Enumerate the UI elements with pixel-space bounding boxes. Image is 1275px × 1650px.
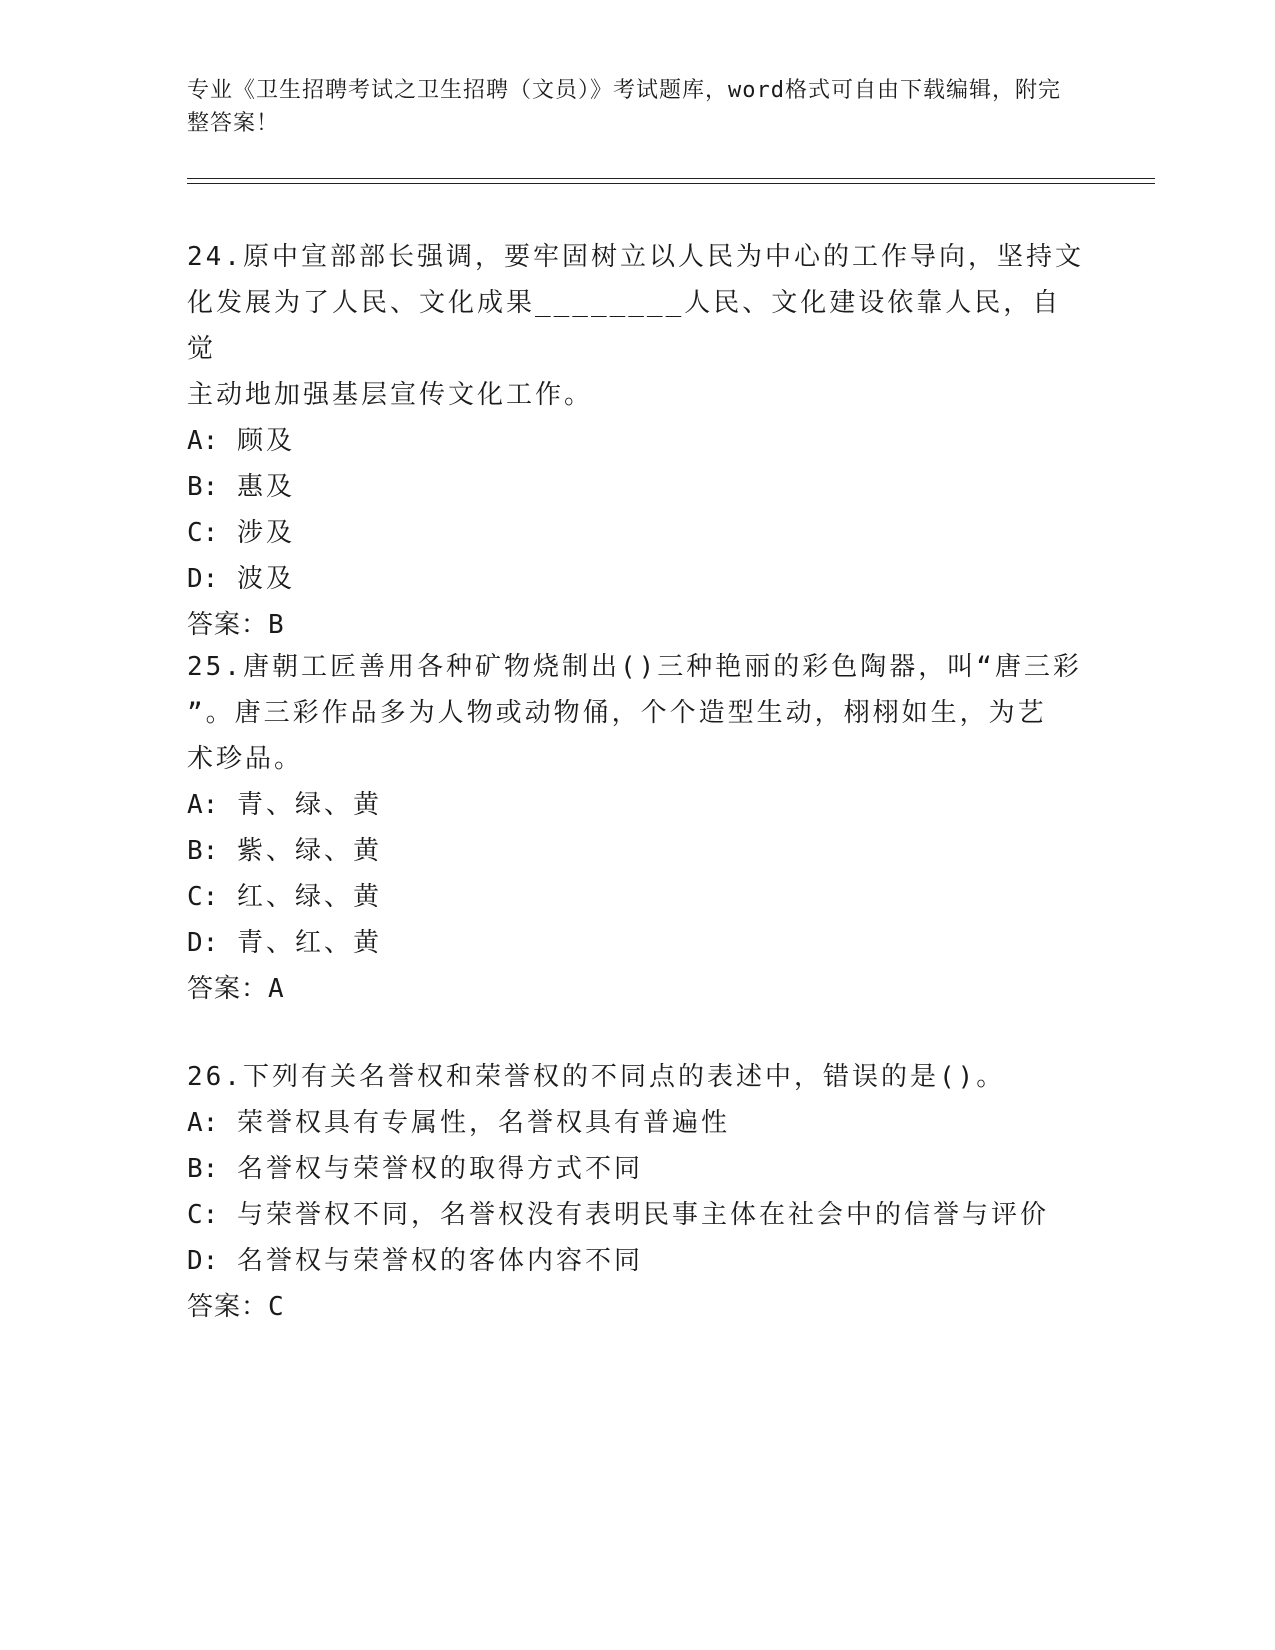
option-a (187, 1100, 1087, 1146)
option-letter: C: (187, 882, 219, 912)
document-header: 专业《卫生招聘考试之卫生招聘（文员）》考试题库，word格式可自由下载编辑，附完整答案！ (187, 78, 1061, 136)
answer-line (187, 966, 1087, 1012)
option-text: 名誉权与荣誉权的取得方式不同 (236, 1154, 643, 1184)
question-stem-line: 24.原中宣部部长强调，要牢固树立以人民为中心的工作导向，坚持文 (187, 242, 1084, 272)
option-text: 波及 (236, 564, 295, 594)
answer-value: C (268, 1292, 284, 1322)
option-text: 荣誉权具有专属性，名誉权具有普遍性 (236, 1108, 730, 1138)
option-a (187, 418, 1087, 464)
option-letter: D: (187, 564, 219, 594)
question-26 (187, 1054, 1087, 1330)
header-divider-top (187, 178, 1155, 179)
answer-line (187, 1284, 1087, 1330)
option-a (187, 782, 1087, 828)
option-text: 与荣誉权不同，名誉权没有表明民事主体在社会中的信誉与评价 (236, 1200, 1049, 1230)
answer-label: 答案： (187, 974, 269, 1004)
option-letter: D: (187, 1246, 219, 1276)
answer-line (187, 602, 1087, 648)
question-stem-line: 术珍品。 (187, 744, 304, 774)
option-d (187, 920, 1087, 966)
option-text: 名誉权与荣誉权的客体内容不同 (236, 1246, 643, 1276)
option-text: 紫、绿、黄 (236, 836, 382, 866)
question-24 (187, 234, 1087, 648)
option-text: 顾及 (236, 426, 295, 456)
option-b (187, 1146, 1087, 1192)
option-c (187, 510, 1087, 556)
option-letter: B: (187, 472, 219, 502)
option-text: 青、绿、黄 (236, 790, 382, 820)
question-stem-line: 25.唐朝工匠善用各种矿物烧制出()三种艳丽的彩色陶器，叫“唐三彩 (187, 652, 1082, 682)
answer-value: B (268, 610, 284, 640)
option-letter: A: (187, 1108, 219, 1138)
option-letter: A: (187, 426, 219, 456)
option-letter: C: (187, 1200, 219, 1230)
option-b (187, 828, 1087, 874)
option-c (187, 874, 1087, 920)
option-text: 惠及 (236, 472, 295, 502)
option-d (187, 556, 1087, 602)
question-stem-line: 主动地加强基层宣传文化工作。 (187, 380, 594, 410)
answer-label: 答案： (187, 610, 269, 640)
option-letter: C: (187, 518, 219, 548)
option-letter: B: (187, 836, 219, 866)
option-c (187, 1192, 1087, 1238)
option-text: 红、绿、黄 (236, 882, 382, 912)
option-d (187, 1238, 1087, 1284)
header-divider-bottom (187, 183, 1155, 184)
question-stem-line: 化发展为了人民、文化成果________人民、文化建设依靠人民，自觉 (187, 288, 1062, 364)
answer-label: 答案： (187, 1292, 269, 1322)
question-stem-line: ”。唐三彩作品多为人物或动物俑，个个造型生动，栩栩如生，为艺 (187, 698, 1047, 728)
option-letter: D: (187, 928, 219, 958)
question-25 (187, 644, 1087, 1012)
question-stem-line: 26.下列有关名誉权和荣誉权的不同点的表述中，错误的是()。 (187, 1062, 1006, 1092)
option-letter: B: (187, 1154, 219, 1184)
option-b (187, 464, 1087, 510)
answer-value: A (268, 974, 284, 1004)
option-letter: A: (187, 790, 219, 820)
option-text: 涉及 (236, 518, 295, 548)
option-text: 青、红、黄 (236, 928, 382, 958)
